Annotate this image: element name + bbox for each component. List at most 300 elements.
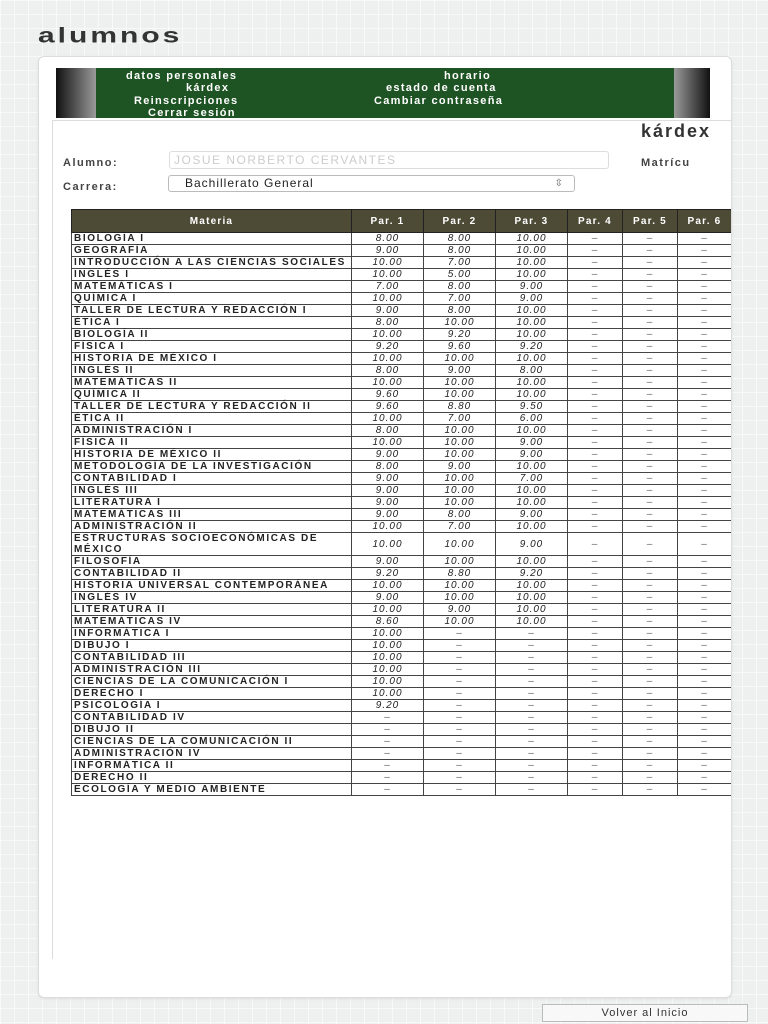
grade-cell: – (568, 784, 623, 796)
col-header-par-5: Par. 5 (623, 210, 678, 233)
grade-cell: – (678, 592, 732, 604)
grade-cell: – (678, 245, 732, 257)
menu-reinscripciones[interactable]: Reinscripciones (134, 95, 239, 107)
grade-cell: 7.00 (352, 281, 424, 293)
grade-cell: – (623, 341, 678, 353)
materia-cell: TALLER DE LECTURA Y REDACCIÓN II (72, 401, 352, 413)
grade-cell: – (568, 700, 623, 712)
grade-cell: – (568, 628, 623, 640)
grade-cell: – (623, 245, 678, 257)
grade-cell: – (568, 413, 623, 425)
grade-cell: – (623, 257, 678, 269)
grade-cell: – (623, 580, 678, 592)
grade-cell: – (424, 736, 496, 748)
grade-cell: – (496, 700, 568, 712)
grade-cell: – (623, 317, 678, 329)
grade-cell: – (623, 688, 678, 700)
table-row (72, 533, 732, 556)
grade-cell: – (568, 401, 623, 413)
grade-cell: 9.00 (496, 293, 568, 305)
table-row (72, 461, 732, 473)
table-row (72, 652, 732, 664)
grade-cell: – (678, 317, 732, 329)
table-row (72, 748, 732, 760)
materia-cell: FILOSOFÍA (72, 556, 352, 568)
materia-cell: ESTRUCTURAS SOCIOECONÓMICAS DE MÉXICO (72, 533, 352, 556)
grade-cell: 10.00 (496, 353, 568, 365)
grade-cell: – (678, 760, 732, 772)
grade-cell: – (623, 760, 678, 772)
grades-table (71, 209, 731, 796)
table-row (72, 664, 732, 676)
grade-cell: – (623, 772, 678, 784)
table-row (72, 604, 732, 616)
grade-cell: – (678, 736, 732, 748)
grade-cell: – (568, 449, 623, 461)
grade-cell: 10.00 (424, 616, 496, 628)
grade-cell: 8.00 (424, 281, 496, 293)
grade-cell: 10.00 (496, 592, 568, 604)
table-row (72, 389, 732, 401)
table-row (72, 772, 732, 784)
grade-cell: – (678, 425, 732, 437)
materia-cell: FÍSICA I (72, 341, 352, 353)
grade-cell: – (623, 497, 678, 509)
grade-cell: 9.00 (352, 305, 424, 317)
grade-cell: 7.00 (424, 521, 496, 533)
table-row (72, 676, 732, 688)
grade-cell: – (496, 652, 568, 664)
grade-cell: 10.00 (424, 353, 496, 365)
grade-cell: – (678, 497, 732, 509)
grade-cell: 10.00 (496, 245, 568, 257)
carrera-label: Carrera: (63, 181, 118, 193)
grade-cell: – (623, 329, 678, 341)
materia-cell: ADMINISTRACIÓN III (72, 664, 352, 676)
grade-cell: – (568, 772, 623, 784)
table-row (72, 712, 732, 724)
grade-cell: 10.00 (352, 640, 424, 652)
grade-cell: – (352, 784, 424, 796)
grade-cell: – (623, 437, 678, 449)
grade-cell: – (623, 269, 678, 281)
table-row (72, 497, 732, 509)
grade-cell: 8.00 (352, 461, 424, 473)
grade-cell: 10.00 (352, 377, 424, 389)
grade-cell: 10.00 (352, 628, 424, 640)
grade-cell: – (568, 736, 623, 748)
grade-cell: 8.00 (496, 365, 568, 377)
kardex-section (52, 120, 731, 959)
table-row (72, 365, 732, 377)
materia-cell: INGLÉS I (72, 269, 352, 281)
grade-cell: – (568, 425, 623, 437)
materia-cell: INGLÉS II (72, 365, 352, 377)
table-row (72, 700, 732, 712)
grade-cell: 10.00 (352, 413, 424, 425)
grade-cell: 7.00 (496, 473, 568, 485)
materia-cell: CIENCIAS DE LA COMUNICACIÓN I (72, 676, 352, 688)
grade-cell: 9.00 (496, 509, 568, 521)
grade-cell: 9.00 (352, 556, 424, 568)
grade-cell: 10.00 (352, 688, 424, 700)
grade-cell: – (568, 592, 623, 604)
table-row (72, 437, 732, 449)
grade-cell: 10.00 (352, 269, 424, 281)
grade-cell: – (623, 353, 678, 365)
grade-cell: 10.00 (496, 556, 568, 568)
grade-cell: – (568, 568, 623, 580)
grade-cell: – (424, 724, 496, 736)
table-row (72, 509, 732, 521)
grade-cell: 9.20 (352, 568, 424, 580)
grade-cell: 9.20 (496, 568, 568, 580)
grade-cell: 10.00 (352, 604, 424, 616)
grade-cell: – (568, 652, 623, 664)
grade-cell: 10.00 (352, 353, 424, 365)
grade-cell: 9.00 (424, 365, 496, 377)
materia-cell: ECOLOGÍA Y MEDIO AMBIENTE (72, 784, 352, 796)
grade-cell: – (352, 772, 424, 784)
materia-cell: BIOLOGÍA II (72, 329, 352, 341)
grade-cell: – (623, 521, 678, 533)
grade-cell: – (678, 604, 732, 616)
grade-cell: – (678, 413, 732, 425)
grade-cell: – (623, 377, 678, 389)
grade-cell: – (496, 628, 568, 640)
grade-cell: 9.60 (352, 401, 424, 413)
grade-cell: – (568, 688, 623, 700)
grade-cell: – (678, 461, 732, 473)
grade-cell: – (424, 784, 496, 796)
grade-cell: – (678, 712, 732, 724)
grade-cell: – (623, 784, 678, 796)
grade-cell: – (568, 676, 623, 688)
materia-cell: BIOLOGÍA I (72, 233, 352, 245)
grade-cell: – (623, 305, 678, 317)
grade-cell: 10.00 (496, 461, 568, 473)
grade-cell: – (678, 509, 732, 521)
materia-cell: DIBUJO I (72, 640, 352, 652)
grade-cell: – (678, 269, 732, 281)
table-row (72, 293, 732, 305)
grade-cell: – (568, 389, 623, 401)
grade-cell: 9.00 (424, 461, 496, 473)
grade-cell: – (678, 640, 732, 652)
grade-cell: – (678, 305, 732, 317)
materia-cell: GEOGRAFÍA (72, 245, 352, 257)
grade-cell: – (678, 353, 732, 365)
menu-kardex[interactable]: kárdex (186, 82, 230, 94)
grade-cell: 10.00 (424, 389, 496, 401)
grade-cell: – (678, 568, 732, 580)
materia-cell: ADMINISTRACIÓN IV (72, 748, 352, 760)
table-row (72, 413, 732, 425)
materia-cell: CONTABILIDAD IV (72, 712, 352, 724)
grade-cell: – (623, 592, 678, 604)
grade-cell: 8.00 (352, 365, 424, 377)
grade-cell: 8.00 (424, 245, 496, 257)
carrera-select[interactable] (168, 175, 575, 192)
grade-cell: – (623, 652, 678, 664)
table-row (72, 760, 732, 772)
grade-cell: – (352, 760, 424, 772)
table-row (72, 485, 732, 497)
grade-cell: 9.20 (496, 341, 568, 353)
grade-cell: 10.00 (352, 521, 424, 533)
grade-cell: – (623, 281, 678, 293)
grade-cell: 9.00 (496, 437, 568, 449)
grade-cell: – (568, 305, 623, 317)
grade-cell: 9.00 (352, 449, 424, 461)
col-header-par-1: Par. 1 (352, 210, 424, 233)
grade-cell: 10.00 (496, 389, 568, 401)
grade-cell: – (424, 700, 496, 712)
matricula-label: Matrícu (641, 157, 691, 169)
grade-cell: 10.00 (424, 377, 496, 389)
materia-cell: METODOLOGÍA DE LA INVESTIGACIÓN (72, 461, 352, 473)
grade-cell: – (424, 688, 496, 700)
grade-cell: 10.00 (496, 377, 568, 389)
grade-cell: 10.00 (424, 592, 496, 604)
grade-cell: – (623, 401, 678, 413)
grade-cell: 10.00 (496, 257, 568, 269)
grade-cell: – (678, 437, 732, 449)
grade-cell: 10.00 (424, 580, 496, 592)
table-row (72, 580, 732, 592)
grade-cell: – (678, 664, 732, 676)
grade-cell: – (678, 772, 732, 784)
grade-cell: – (623, 748, 678, 760)
col-header-par-6: Par. 6 (678, 210, 732, 233)
grade-cell: 8.00 (424, 305, 496, 317)
grade-cell: 9.20 (352, 341, 424, 353)
grade-cell: – (678, 389, 732, 401)
grade-cell: – (568, 664, 623, 676)
grade-cell: – (568, 616, 623, 628)
grade-cell: 10.00 (352, 676, 424, 688)
grade-cell: 10.00 (424, 317, 496, 329)
grade-cell: 9.60 (352, 389, 424, 401)
grade-cell: – (568, 233, 623, 245)
col-header-par-2: Par. 2 (424, 210, 496, 233)
grade-cell: – (623, 509, 678, 521)
menu-datos-personales[interactable]: datos personales (126, 70, 238, 82)
grade-cell: – (568, 640, 623, 652)
grade-cell: 10.00 (352, 533, 424, 556)
table-row (72, 233, 732, 245)
materia-cell: TALLER DE LECTURA Y REDACCIÓN I (72, 305, 352, 317)
grade-cell: – (678, 257, 732, 269)
grade-cell: – (424, 772, 496, 784)
table-row (72, 688, 732, 700)
grade-cell: – (496, 736, 568, 748)
grade-cell: – (623, 736, 678, 748)
carrera-value: Bachillerato General (185, 176, 314, 190)
materia-cell: INGLÉS IV (72, 592, 352, 604)
grade-cell: 6.00 (496, 413, 568, 425)
grade-cell: – (496, 772, 568, 784)
table-row (72, 556, 732, 568)
materia-cell: ÉTICA I (72, 317, 352, 329)
alumno-field[interactable] (169, 151, 609, 169)
grade-cell: – (678, 473, 732, 485)
grade-cell: 8.80 (424, 401, 496, 413)
grade-cell: – (568, 748, 623, 760)
grade-cell: – (623, 389, 678, 401)
grade-cell: – (568, 724, 623, 736)
materia-cell: MATEMÁTICAS III (72, 509, 352, 521)
grade-cell: 9.00 (352, 497, 424, 509)
menu-horario[interactable]: horario (444, 70, 491, 82)
grade-cell: – (568, 556, 623, 568)
grade-cell: – (678, 580, 732, 592)
menu-cerrar-sesion[interactable]: Cerrar sesión (148, 107, 236, 119)
grade-cell: – (623, 676, 678, 688)
grade-cell: – (568, 497, 623, 509)
materia-cell: HISTORIA UNIVERSAL CONTEMPORÁNEA (72, 580, 352, 592)
grade-cell: – (568, 712, 623, 724)
materia-cell: HISTORIA DE MÉXICO II (72, 449, 352, 461)
grade-cell: 10.00 (496, 580, 568, 592)
grade-cell: 10.00 (496, 497, 568, 509)
grade-cell: 9.00 (352, 473, 424, 485)
grade-cell: 10.00 (352, 437, 424, 449)
grade-cell: 10.00 (424, 425, 496, 437)
grade-cell: – (678, 485, 732, 497)
table-row (72, 449, 732, 461)
grade-cell: – (496, 724, 568, 736)
grade-cell: 9.00 (496, 533, 568, 556)
grade-cell: – (623, 700, 678, 712)
table-row (72, 521, 732, 533)
grade-cell: 9.00 (496, 449, 568, 461)
grade-cell: – (568, 509, 623, 521)
table-row (72, 473, 732, 485)
grade-cell: – (678, 652, 732, 664)
grade-cell: – (352, 736, 424, 748)
grade-cell: 5.00 (424, 269, 496, 281)
grade-cell: – (678, 329, 732, 341)
grade-cell: – (496, 712, 568, 724)
materia-cell: PSICOLOGÍA I (72, 700, 352, 712)
table-row (72, 616, 732, 628)
grade-cell: – (678, 341, 732, 353)
grade-cell: – (623, 293, 678, 305)
grade-cell: 10.00 (424, 497, 496, 509)
grade-cell: 10.00 (352, 329, 424, 341)
grade-cell: – (678, 784, 732, 796)
grade-cell: – (568, 281, 623, 293)
grade-cell: – (678, 700, 732, 712)
grade-cell: – (568, 245, 623, 257)
grade-cell: 7.00 (424, 413, 496, 425)
table-row (72, 305, 732, 317)
grade-cell: 8.00 (424, 233, 496, 245)
grade-cell: 8.60 (352, 616, 424, 628)
grade-cell: 7.00 (424, 293, 496, 305)
student-menu (96, 68, 674, 118)
grade-cell: 10.00 (496, 485, 568, 497)
kardex-title: kárdex (640, 121, 711, 141)
grade-cell: – (568, 341, 623, 353)
grade-cell: – (678, 556, 732, 568)
grade-cell: 10.00 (496, 305, 568, 317)
grade-cell: – (496, 676, 568, 688)
grade-cell: 9.00 (352, 509, 424, 521)
table-row (72, 377, 732, 389)
grade-cell: – (678, 281, 732, 293)
materia-cell: DERECHO II (72, 772, 352, 784)
grade-cell: – (568, 485, 623, 497)
grade-cell: – (496, 640, 568, 652)
grade-cell: – (568, 473, 623, 485)
grade-cell: 10.00 (496, 317, 568, 329)
grade-cell: – (424, 652, 496, 664)
grade-cell: 8.00 (424, 509, 496, 521)
table-row (72, 329, 732, 341)
menu-estado-cuenta[interactable]: estado de cuenta (386, 82, 497, 94)
col-header-par-3: Par. 3 (496, 210, 568, 233)
grade-cell: – (496, 748, 568, 760)
grade-cell: 9.00 (496, 281, 568, 293)
grade-cell: 9.00 (424, 604, 496, 616)
grade-cell: 10.00 (496, 521, 568, 533)
materia-cell: CIENCIAS DE LA COMUNICACIÓN II (72, 736, 352, 748)
grade-cell: 8.80 (424, 568, 496, 580)
materia-cell: ADMINISTRACIÓN II (72, 521, 352, 533)
grade-cell: – (424, 640, 496, 652)
grade-cell: – (568, 329, 623, 341)
grade-cell: – (568, 437, 623, 449)
col-header-materia: Materia (72, 210, 352, 233)
grade-cell: – (623, 556, 678, 568)
volver-inicio-button[interactable]: Volver al Inicio (542, 1004, 748, 1022)
grade-cell: 10.00 (496, 269, 568, 281)
grade-cell: 8.00 (352, 317, 424, 329)
grade-cell: – (568, 580, 623, 592)
grade-cell: – (623, 604, 678, 616)
grade-cell: – (623, 628, 678, 640)
materia-cell: INFORMÁTICA II (72, 760, 352, 772)
grade-cell: – (496, 688, 568, 700)
grade-cell: 10.00 (424, 533, 496, 556)
table-row (72, 245, 732, 257)
table-row (72, 628, 732, 640)
menu-cambiar-contrasena[interactable]: Cambiar contraseña (374, 95, 504, 107)
grade-cell: 10.00 (352, 580, 424, 592)
grade-cell: 10.00 (424, 556, 496, 568)
materia-cell: QUÍMICA I (72, 293, 352, 305)
grade-cell: – (678, 628, 732, 640)
grade-cell: 10.00 (496, 329, 568, 341)
grade-cell: – (352, 748, 424, 760)
grade-cell: – (623, 616, 678, 628)
table-row (72, 736, 732, 748)
grade-cell: 10.00 (496, 425, 568, 437)
materia-cell: ADMINISTRACIÓN I (72, 425, 352, 437)
grade-cell: – (568, 521, 623, 533)
grade-cell: – (568, 365, 623, 377)
grade-cell: – (496, 760, 568, 772)
materia-cell: CONTABILIDAD I (72, 473, 352, 485)
grade-cell: – (568, 377, 623, 389)
grade-cell: – (568, 760, 623, 772)
page-title: alumnos (38, 24, 183, 48)
materia-cell: MATEMÁTICAS I (72, 281, 352, 293)
alumno-label: Alumno: (63, 157, 119, 169)
materia-cell: FÍSICA II (72, 437, 352, 449)
